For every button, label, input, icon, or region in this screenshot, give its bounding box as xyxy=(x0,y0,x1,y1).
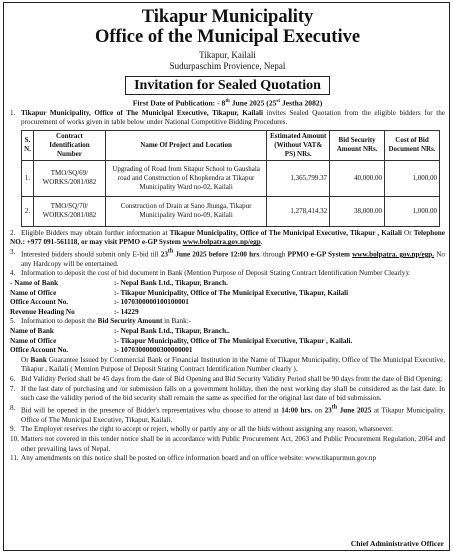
notice-item-8: 8. Bid will be opened in the presence of Bidder's representatives who choose to attend at 14:00 hrs. on 23th June 2025 at Tikapur Municipality, Office of The Municipal Executive, Tikapur, Kailali. xyxy=(10,403,445,424)
col-project: Name Of Project and Location xyxy=(105,130,266,160)
notice-banner: Invitation for Sealed Quotation xyxy=(125,76,330,95)
notice-item-4: 4. Information to deposit the cost of bid document in Bank (Mention Purpose of Deposit Stating Contract Identification Number Clearly): xyxy=(10,269,410,278)
bank-guarantee-note: Or Bank Guarantee Issued by Commercial Bank or Financial Institution in the Name of Tikapur Municipality, Office of The Municipal Executive, Tikapur , Kailali ( Mention Purpose of Deposit Stating Contract Identification Number clearly ). xyxy=(21,355,445,374)
notice-item-3: 3. Interested bidders should submit only E-bid till 23th June 2025 before 12:00 hrs. through PPMO e-GP System www.bolpatra. gov.np/egp. No any Hardcopy will be entertained. xyxy=(10,247,445,268)
notice-item-1: 1. Tikapur Municipality, Office of The Municipal Executive, Tikapur, Kailali invites Sealed Quotation from the eligible bidders for the procurement of works given in table below under National Competitive Bidding Procedures. xyxy=(10,108,445,127)
notice-item-2: 2. Eligible Bidders may obtain further information at Tikapur Municipality, Office of The Municipal Executive, Tikapur , Kailali Or Telephone NO.: +977 091-561118, or may visit PPMO e-GP System www.bolpatra.gov.np/egp. xyxy=(10,228,445,247)
signature-title: Chief Administrative Officer xyxy=(350,539,444,548)
notice-page xyxy=(3,2,450,551)
table-header-row xyxy=(22,130,440,160)
egp-link[interactable]: www.bolpatra.gov.np/egp xyxy=(182,238,261,247)
bank-detail-row: Name of Office :- Tikapur Municipality, Office of The Municipal Executive, Tikapur, Kailali xyxy=(10,288,349,297)
col-contract-id: Contract Identification Number xyxy=(33,130,105,160)
bank-detail-row: Name of Office :- Tikapur Municipality, Office of The Municipal Executive, Tikapur , Kailali. xyxy=(10,336,353,345)
province-line: Sudurpaschim Provience, Nepal xyxy=(169,61,286,71)
location-line: Tikapur, Kailali xyxy=(199,50,256,60)
bank-detail-row: - Name of Bank :- Nepal Bank Ltd., Tikapur, Branch. xyxy=(10,279,228,288)
notice-item-5: 5. Information to deposit the Bid Security Amount in Bank:- xyxy=(10,317,192,326)
publication-date: First Date of Publication: - 8th June 2025 (25st Jestha 2082) xyxy=(132,98,323,108)
table-row: 1. TMO/SQ/69/ WORKS/2081/082 Upgrading of Road from Sitapur School to Gaushala road and Construction of Khopkendra at Tikapur Municipality Ward no-02, Kailali 1,365,799.37 40,000.00 1,000.00 xyxy=(22,160,440,196)
notice-item-6: 6. Bid Validity Period shall be 45 days from the date of Bid Opening and Bid Security Validity Period shall be 90 days from the date of Bid Opening. xyxy=(10,375,443,384)
bank-detail-row: Office Account No. :- 1070300000100100001 xyxy=(10,298,189,307)
works-table xyxy=(21,130,440,227)
municipality-title: Tikapur Municipality xyxy=(141,7,314,27)
col-sn: S. N. xyxy=(22,130,34,160)
bank-detail-row: Name of Bank :- Nepal Bank Ltd., Tikapur, Branch.. xyxy=(10,327,230,336)
notice-item-10: 10. Matters not covered in this tender notice shall be in accordance with Public Procurement Act, 2063 and Public Procurement Regulation, 2064 and other prevailing laws of Nepal. xyxy=(10,434,445,453)
col-estimate: Estimated Amount (Without VAT& PS) NRs. xyxy=(267,130,330,160)
egp-link-2[interactable]: www.bolpatra. gov.np/egp. xyxy=(352,250,435,259)
col-bid-security: Bid Security Amount NRs. xyxy=(330,130,385,160)
notice-item-9: 9. The Employer reserves the right to accept or reject, wholly or partly any or all the bids without assigning any reason, whatsoever. xyxy=(10,425,394,434)
bank-detail-row: Revenue Heading No :- 14229 xyxy=(10,307,139,316)
table-row: 2. TMO/SQ/70/ WORKS/2081/082 Construction of Drain at Sano Jhunga, Tikapur Municipality Ward no-09, Kailali 1,278,414.32 38,000.00 1,000.00 xyxy=(22,196,440,226)
col-doc-cost: Cost of Bid Document NRs. xyxy=(385,130,440,160)
notice-item-11: 11. Any amendments on this notice shall be posted on office information board and on office website: www.tikapurmun.gov.np xyxy=(10,454,377,463)
notice-item-7: 7. If the last date of purchasing and /or submission falls on a government holiday, then the next working day shall be considered as the last date. In such case the validity period of the bid security shall remain the same as specified for the original last date of bid submission. xyxy=(10,384,445,403)
office-title: Office of the Municipal Executive xyxy=(94,27,361,47)
bank-detail-row: Office Account No. :- 10703000000300000001 xyxy=(10,346,193,355)
